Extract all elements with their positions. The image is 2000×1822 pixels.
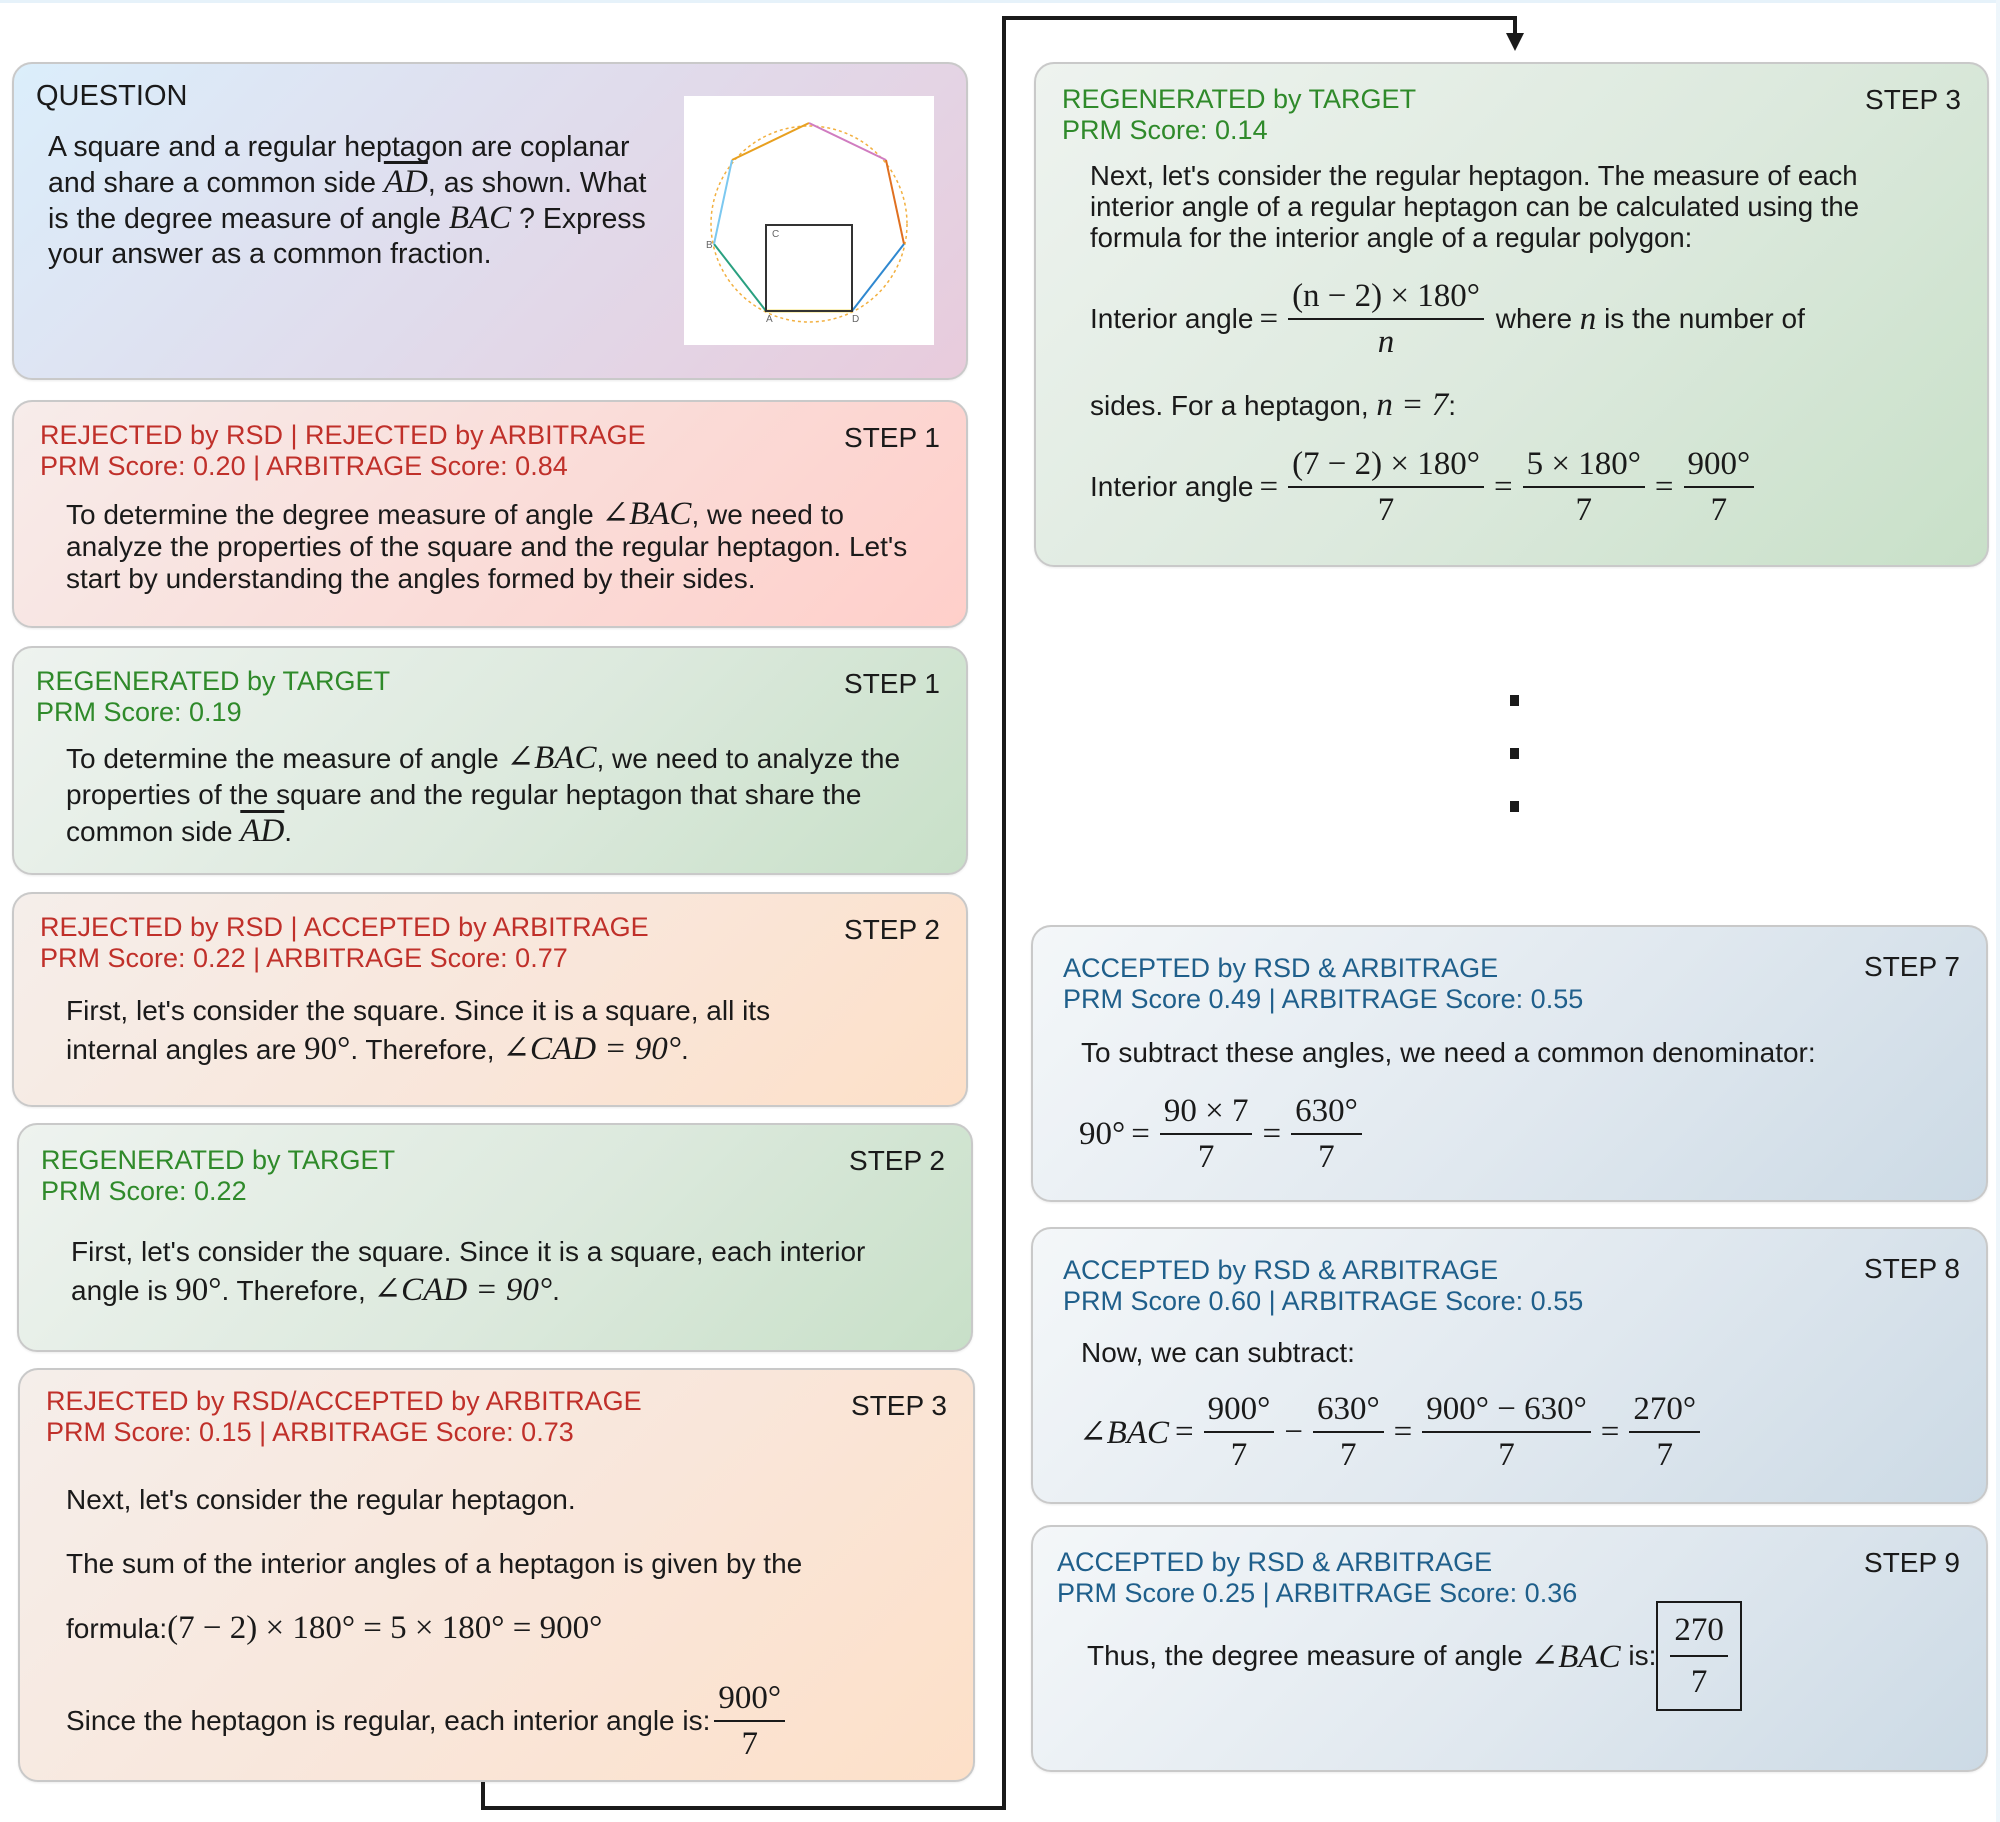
fraction (1204, 1387, 1275, 1477)
card-header (1063, 1255, 1583, 1317)
question-text-part: ? Express your answer as a common fraction. (48, 203, 646, 270)
step-label: STEP 7 (1864, 951, 1960, 982)
body-text: Next, let's consider the regular heptagon. The measure of each interior angle of a regular heptagon can be calculated using the formula for the interior angle of a regular polygon: (1090, 160, 1860, 253)
step-label: STEP 1 (844, 422, 940, 453)
step-label: STEP 8 (1864, 1253, 1960, 1284)
score-label: PRM Score: 0.22 (41, 1176, 247, 1206)
fraction (1288, 442, 1484, 532)
numerator: 900° (1684, 442, 1755, 488)
body-text: . Therefore, (350, 1034, 503, 1065)
question-text (48, 130, 668, 272)
denominator: 7 (1230, 1437, 1248, 1473)
body-text: To subtract these angles, we need a common denominator: (1081, 1037, 1816, 1068)
fraction-900-over-7 (714, 1676, 785, 1766)
body-line (1081, 1037, 1816, 1069)
step1-regenerated-card (12, 646, 968, 875)
formula-label: Interior angle (1090, 471, 1254, 502)
denominator: 7 (741, 1726, 759, 1762)
operator: = (1174, 1413, 1194, 1450)
math-n: n (1579, 300, 1597, 337)
status-label: ACCEPTED by RSD & ARBITRAGE (1057, 1547, 1493, 1577)
operator: = (1600, 1413, 1620, 1450)
status-label: REJECTED by RSD | ACCEPTED by ARBITRAGE (40, 912, 649, 942)
body-text: Now, we can subtract: (1081, 1337, 1355, 1368)
status-label: REJECTED by RSD | REJECTED by ARBITRAGE (40, 420, 646, 450)
numerator: 270° (1629, 1387, 1700, 1433)
equals-sign: = (1131, 1115, 1150, 1152)
step-label: STEP 2 (844, 914, 940, 945)
ellipsis-dot (1510, 748, 1519, 759)
step-label: STEP 2 (849, 1145, 945, 1176)
geometry-diagram-icon (684, 96, 934, 345)
math-angle-bac: ∠BAC (1530, 1639, 1621, 1675)
math-heptagon-sum: (7 − 2) × 180° = 5 × 180° = 900° (167, 1610, 603, 1646)
body-text: . (552, 1275, 560, 1306)
answer-line (1087, 1601, 1742, 1711)
score-label: PRM Score: 0.14 (1062, 115, 1268, 145)
body-text: First, let's consider the square. Since it is a square, all its internal angles are (66, 995, 771, 1065)
ellipsis-dot (1510, 695, 1519, 706)
segment-ad: $\overline{AD}$ (383, 164, 428, 200)
body-text: . Therefore, (221, 1275, 374, 1306)
connector-vertical (1002, 16, 1006, 1810)
body-text: : (1448, 389, 1456, 421)
body-text: , we need to analyze the properties of the square and the regular heptagon that share the common side (66, 743, 901, 847)
question-text-part: A square and a regular heptagon are coplanar and share a common side (48, 131, 630, 199)
denominator: 7 (1498, 1437, 1515, 1473)
top-band (0, 0, 2000, 3)
fraction (1629, 1387, 1700, 1477)
formula-line (1079, 1387, 1704, 1477)
body-line (66, 1676, 789, 1766)
equals-sign: = (1493, 468, 1513, 505)
right-band (1996, 0, 2000, 1822)
body-line (66, 1610, 602, 1647)
step-body (66, 498, 936, 595)
card-header (41, 1145, 395, 1207)
step-body (66, 740, 936, 850)
equals-sign: = (1654, 468, 1674, 505)
score-label: PRM Score 0.49 | ARBITRAGE Score: 0.55 (1063, 984, 1584, 1014)
denominator: 7 (1656, 1437, 1673, 1473)
math-angle-bac: ∠BAC (506, 740, 597, 776)
ellipsis-dot (1510, 801, 1519, 812)
numerator: 90 × 7 (1160, 1089, 1253, 1135)
equals-sign: = (1262, 1115, 1282, 1152)
body-text: Next, let's consider the regular heptagon. (66, 1484, 576, 1515)
math-n-equals-7: n = 7 (1376, 387, 1449, 423)
status-label: REJECTED by RSD/ACCEPTED by ARBITRAGE (46, 1386, 642, 1416)
math-angle-cad: ∠CAD = 90° (502, 1031, 681, 1067)
body-text: is: (1620, 1640, 1657, 1671)
denominator: n (1377, 324, 1395, 360)
question-text-part: , as shown. What is the degree measure of angle (48, 167, 647, 235)
question-card (12, 62, 968, 380)
fraction (1523, 442, 1645, 532)
heptagon-square-figure (684, 96, 934, 345)
svg-text:B: B (706, 240, 713, 251)
body-text: To determine the degree measure of angle (66, 499, 602, 530)
step3-regenerated-card (1034, 62, 1989, 567)
math-90-degrees: 90° (304, 1031, 351, 1067)
formula-line (1090, 274, 1805, 364)
denominator: 7 (1318, 1139, 1335, 1175)
operator: − (1284, 1413, 1303, 1450)
numerator: 270 (1670, 1605, 1728, 1657)
numerator: (n − 2) × 180° (1288, 274, 1484, 320)
connector-bottom (481, 1806, 1006, 1810)
step2-rejected-card (12, 892, 968, 1107)
step8-accepted-card (1031, 1227, 1988, 1504)
body-text: Thus, the degree measure of angle (1087, 1640, 1531, 1671)
answer-fraction (1670, 1605, 1728, 1707)
math-angle-bac: ∠BAC (1079, 1415, 1169, 1451)
card-header (40, 420, 646, 482)
denominator: 7 (1197, 1139, 1215, 1175)
status-label: REGENERATED by TARGET (36, 666, 391, 696)
formula-line (1090, 442, 1758, 532)
step-body (1090, 160, 1937, 253)
step-label: STEP 9 (1864, 1547, 1960, 1578)
body-line (66, 1548, 802, 1580)
card-header (40, 912, 649, 974)
operator: = (1393, 1413, 1413, 1450)
card-header (36, 666, 390, 728)
body-text: , we need to analyze the properties of the square and the regular heptagon. Let's start by understanding the angles formed by their sides. (66, 499, 908, 594)
score-label: PRM Score 0.60 | ARBITRAGE Score: 0.55 (1063, 1286, 1584, 1316)
body-text: where (1487, 303, 1580, 334)
step-label: STEP 3 (1865, 84, 1961, 115)
step-body (66, 992, 806, 1069)
status-label: REGENERATED by TARGET (1062, 84, 1417, 114)
step9-accepted-card (1031, 1525, 1988, 1772)
numerator: 5 × 180° (1523, 442, 1645, 488)
denominator: 7 (1690, 1664, 1708, 1700)
numerator: 630° (1291, 1089, 1362, 1135)
math-segment-ad: $\overline{AD}$ (240, 813, 285, 849)
card-header (1057, 1547, 1577, 1609)
score-label: PRM Score 0.25 | ARBITRAGE Score: 0.36 (1057, 1578, 1578, 1608)
body-text: formula: (66, 1612, 168, 1644)
step2-regenerated-card (17, 1123, 973, 1352)
connector-top (1002, 16, 1517, 20)
connector-arrow-stem (1513, 16, 1517, 34)
card-header (46, 1386, 642, 1448)
body-text: sides. For a heptagon, (1090, 389, 1377, 421)
svg-text:C: C (772, 229, 780, 240)
fraction (1291, 1089, 1362, 1179)
status-label: ACCEPTED by RSD & ARBITRAGE (1063, 953, 1499, 983)
arrow-down-icon (1506, 33, 1524, 51)
body-text: . (284, 816, 293, 847)
fraction (1684, 442, 1755, 532)
math-90-degrees: 90° (175, 1272, 222, 1308)
body-text: Since the heptagon is regular, each interior angle is: (66, 1705, 711, 1736)
equals-sign: = (1259, 468, 1279, 505)
question-label: QUESTION (36, 80, 188, 112)
body-line (1081, 1337, 1355, 1369)
fraction (1160, 1089, 1253, 1179)
step7-accepted-card (1031, 925, 1988, 1202)
formula-line (1079, 1089, 1366, 1179)
numerator: 900° (1204, 1387, 1275, 1433)
body-text: First, let's consider the square. Since it is a square, each interior angle is (71, 1236, 866, 1306)
step1-rejected-card (12, 400, 968, 628)
numerator: (7 − 2) × 180° (1288, 442, 1484, 488)
fraction (1313, 1387, 1384, 1477)
boxed-answer (1656, 1601, 1742, 1711)
score-label: PRM Score: 0.20 | ARBITRAGE Score: 0.84 (40, 451, 568, 481)
numerator: 630° (1313, 1387, 1384, 1433)
numerator: 900° − 630° (1422, 1387, 1591, 1433)
formula-line (1090, 387, 1456, 424)
fraction-interior-angle (1288, 274, 1484, 364)
score-label: PRM Score: 0.22 | ARBITRAGE Score: 0.77 (40, 943, 568, 973)
body-text: To determine the measure of angle (66, 743, 507, 774)
status-label: ACCEPTED by RSD & ARBITRAGE (1063, 1255, 1499, 1285)
step-body (71, 1233, 931, 1310)
step-label: STEP 1 (844, 668, 940, 699)
step-label: STEP 3 (851, 1390, 947, 1421)
score-label: PRM Score: 0.15 | ARBITRAGE Score: 0.73 (46, 1417, 574, 1447)
svg-text:D: D (852, 314, 860, 325)
fraction (1422, 1387, 1591, 1477)
body-text: The sum of the interior angles of a heptagon is given by the (66, 1548, 803, 1579)
denominator: 7 (1575, 492, 1592, 528)
svg-text:A: A (766, 314, 773, 325)
equals-sign: = (1259, 300, 1279, 337)
denominator: 7 (1377, 492, 1395, 528)
card-header (1063, 953, 1583, 1015)
card-header (1062, 84, 1416, 146)
status-label: REGENERATED by TARGET (41, 1145, 396, 1175)
angle-bac: BAC (448, 200, 512, 236)
body-text: is the number of (1596, 303, 1805, 334)
step3-rejected-card (18, 1368, 975, 1782)
score-label: PRM Score: 0.19 (36, 697, 242, 727)
math-angle-bac: ∠BAC (601, 496, 692, 532)
math-angle-cad: ∠CAD = 90° (373, 1272, 553, 1308)
body-line (66, 1484, 576, 1516)
numerator: 900° (714, 1676, 785, 1722)
math-90-degrees: 90° (1079, 1115, 1126, 1152)
denominator: 7 (1710, 492, 1728, 528)
denominator: 7 (1340, 1437, 1357, 1473)
formula-label: Interior angle (1090, 303, 1254, 334)
body-text: . (681, 1034, 689, 1065)
